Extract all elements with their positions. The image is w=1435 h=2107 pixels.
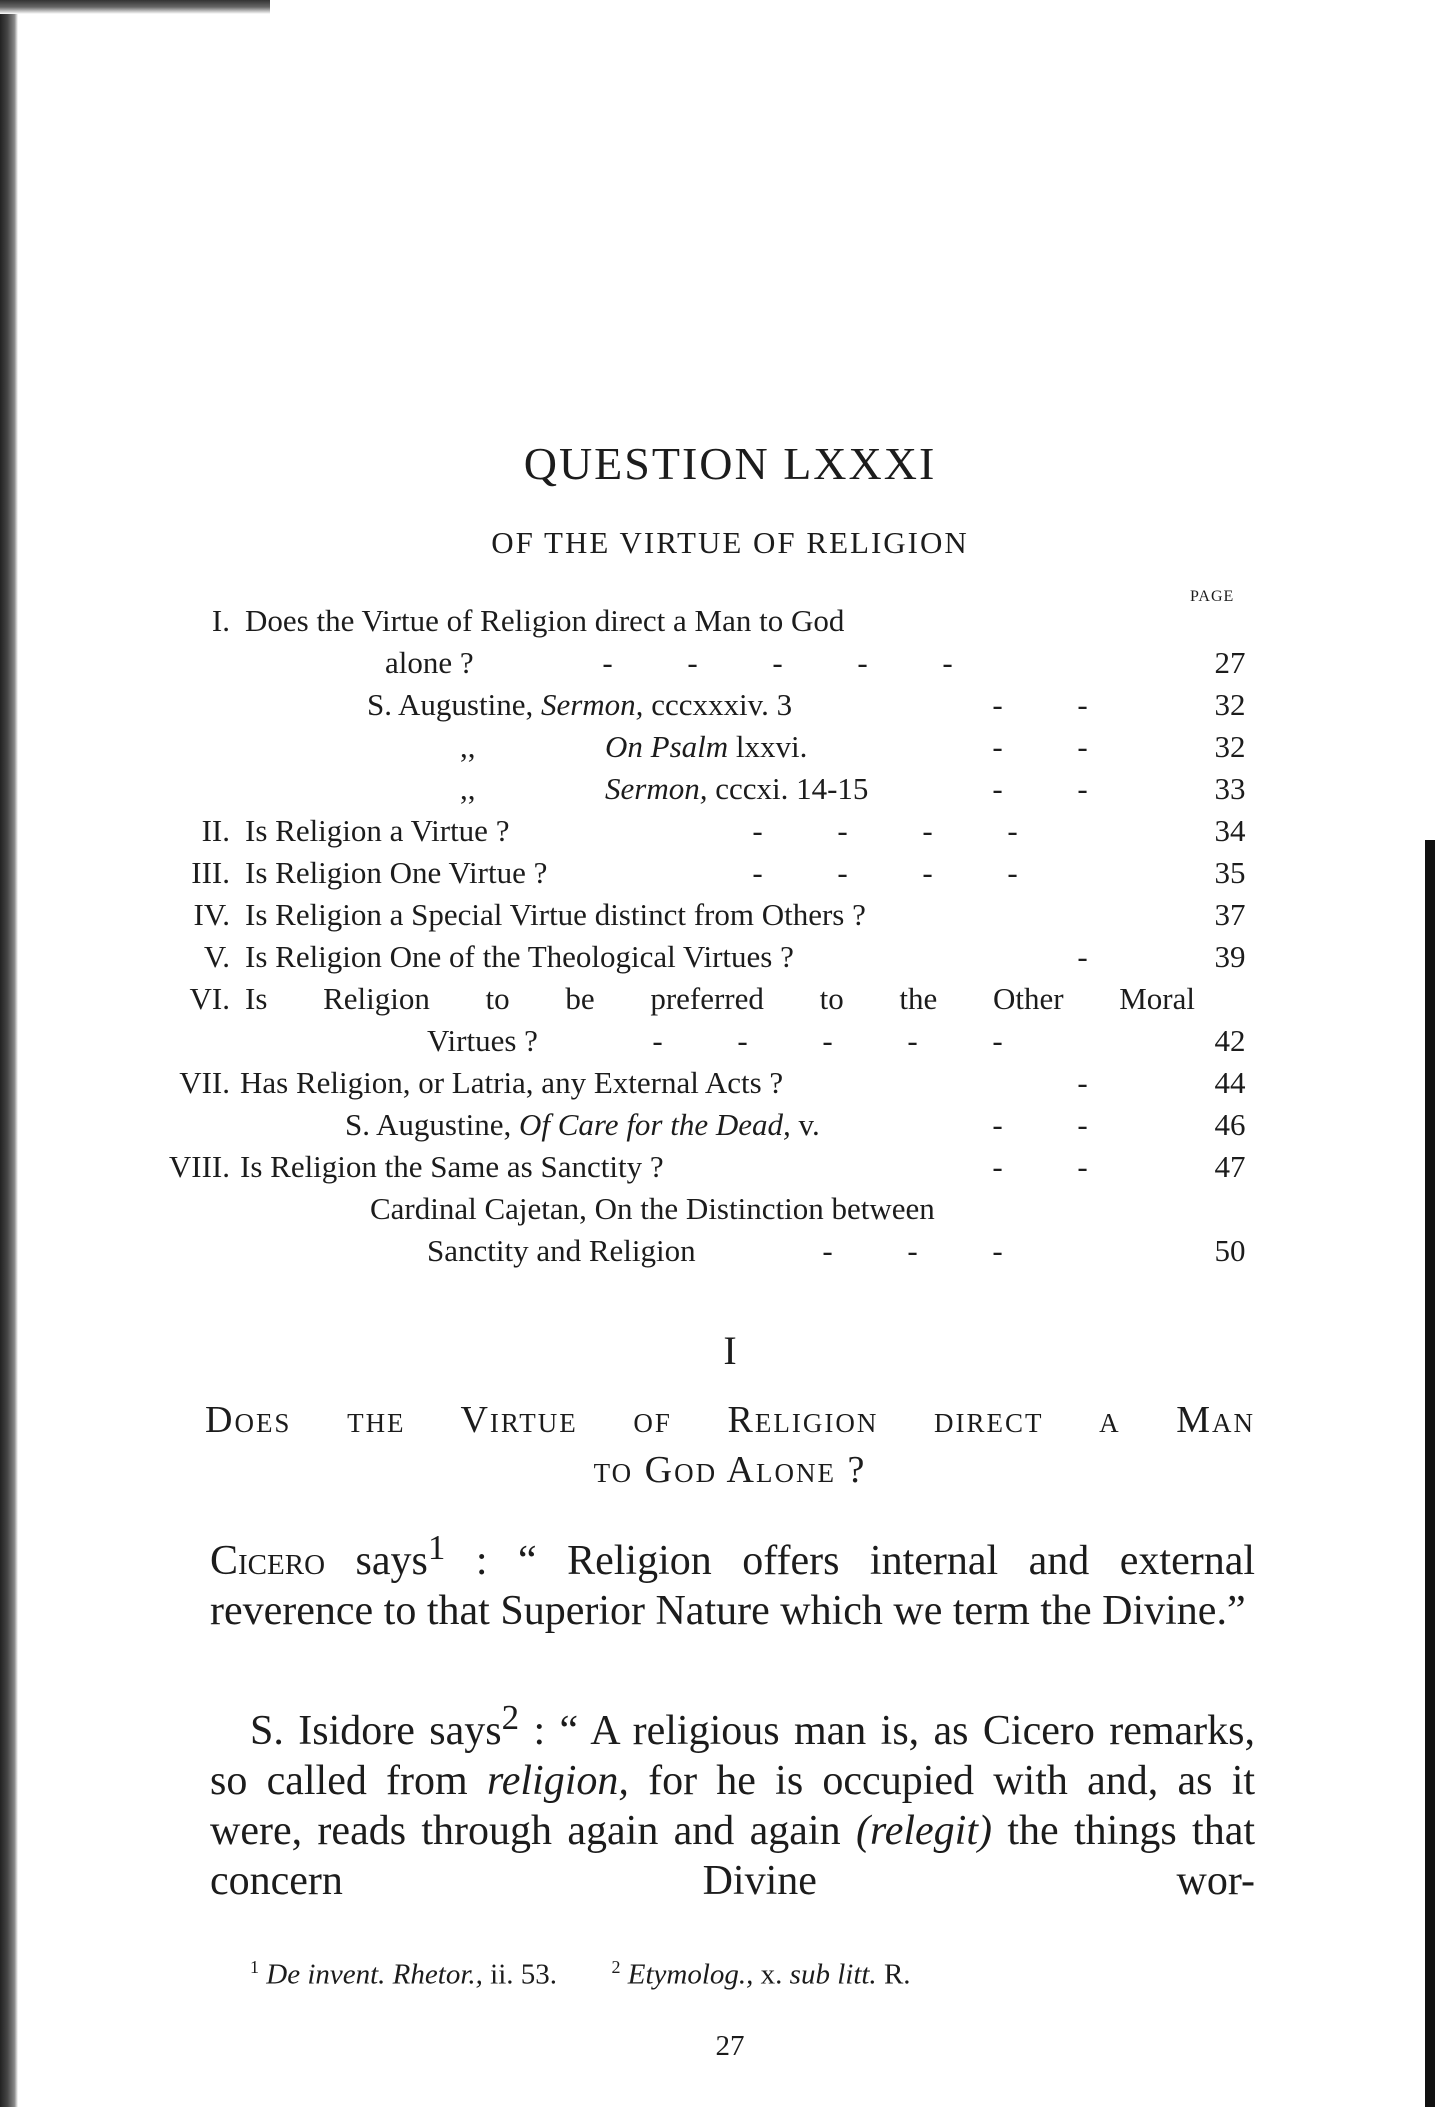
toc-subentry — [195, 726, 1260, 768]
toc-page: 32 — [1214, 687, 1246, 722]
leader-dashes: - - - - - — [652, 1023, 1003, 1058]
toc-ref: v. — [798, 1107, 820, 1142]
toc-page: 27 — [1214, 645, 1246, 680]
toc-text: Sanctity and Religion — [427, 1233, 696, 1268]
section-heading: Does the Virtue of Religion direct a Man — [205, 1399, 1255, 1441]
toc-entry-continued — [195, 1230, 1260, 1272]
leader-dashes: - - - - - — [602, 645, 953, 680]
page-column-label: PAGE — [1190, 588, 1235, 605]
toc-entry — [191, 852, 1260, 894]
toc-page: 47 — [1214, 1149, 1246, 1184]
leader-dashes: - - — [992, 1107, 1088, 1142]
toc-text: Is Religion One of the Theological Virtues ? — [245, 939, 794, 974]
question-title: QUESTION LXXXI — [523, 438, 937, 489]
toc-work: Sermon, — [540, 687, 644, 722]
toc-work: Of Care for the Dead, — [518, 1107, 791, 1142]
footnote-marker: 2 — [501, 1698, 520, 1737]
toc-entry — [168, 1146, 1260, 1188]
toc-page: 44 — [1214, 1065, 1246, 1100]
toc-subentry — [195, 1188, 1260, 1230]
toc-text: Cardinal Cajetan, On the Distinction between — [370, 1191, 935, 1226]
question-subtitle: OF THE VIRTUE OF RELIGION — [491, 525, 969, 560]
leader-dashes: - - - — [822, 1233, 1003, 1268]
leader-dashes: - - - - — [752, 855, 1018, 890]
footnotes: $^1$ De invent. Rhetor., ii. 53. $^2$ Etymolog., x. sub litt. R. — [250, 1957, 911, 1991]
toc-entry — [195, 600, 1260, 642]
toc-number: I. — [211, 603, 230, 638]
footnote-1-title: De invent. Rhetor., — [266, 1958, 483, 1991]
toc-page: 50 — [1214, 1233, 1246, 1268]
author-name: Cicero — [210, 1538, 326, 1584]
toc-text: Is Religion One Virtue ? — [245, 855, 548, 890]
leader-dashes: - — [1077, 939, 1088, 974]
footnote-number: 1 — [250, 1957, 259, 1977]
toc-ref: cccxxxiv. 3 — [651, 687, 793, 722]
toc-text: Has Religion, or Latria, any External Acts ? — [240, 1065, 784, 1100]
toc-entry — [189, 978, 1260, 1020]
toc-page: 39 — [1214, 939, 1246, 974]
toc-entry — [195, 894, 1260, 936]
toc-author: S. Augustine, — [367, 687, 534, 722]
toc-text: Is Religion the Same as Sanctity ? — [240, 1149, 664, 1184]
toc-entry — [195, 810, 1260, 852]
toc-page: 42 — [1214, 1023, 1246, 1058]
toc-work: Sermon, — [605, 771, 708, 806]
toc-text: Is Religion to be preferred to the Other Moral — [245, 981, 1195, 1016]
toc-entry — [179, 1062, 1260, 1104]
toc-ref: lxxvi. — [735, 729, 808, 764]
toc-entry — [195, 936, 1260, 978]
leader-dashes: - - — [992, 687, 1088, 722]
toc-text: Virtues ? — [427, 1023, 538, 1058]
toc-text: Does the Virtue of Religion direct a Man to God — [245, 603, 845, 638]
toc-text: Is Religion a Special Virtue distinct from Others ? — [245, 897, 866, 932]
book-spine-shadow — [0, 0, 18, 2107]
toc-text: alone ? — [385, 645, 474, 680]
toc-work: On Psalm — [605, 729, 729, 764]
toc-text: Is Religion a Virtue ? — [245, 813, 510, 848]
toc-subentry — [195, 684, 1260, 726]
toc-entry-continued — [195, 1020, 1260, 1062]
toc-page: 33 — [1214, 771, 1246, 806]
toc-number: VI. — [189, 981, 230, 1016]
body-paragraph-2: S. Isidore says$^2$ : “ A religious man is, as Cicero remarks, so called from religion, for he is occupied with and, as it were, reads through again and again (relegit) the things that concern Divine wor- — [210, 1698, 1256, 1904]
toc-ditto: ,, — [460, 729, 476, 764]
page-number: 27 — [715, 2030, 745, 2062]
toc-subentry — [195, 768, 1260, 810]
top-edge-shadow — [0, 0, 270, 14]
leader-dashes: - — [1077, 1065, 1088, 1100]
toc-page: 34 — [1214, 813, 1246, 848]
toc-subentry — [195, 1104, 1260, 1146]
toc-number: V. — [203, 939, 230, 974]
toc-page: 37 — [1214, 897, 1246, 932]
toc-page: 32 — [1214, 729, 1246, 764]
footnote-number: 2 — [611, 1957, 621, 1977]
footnote-1-ref: ii. 53. — [490, 1958, 558, 1991]
right-edge-shadow — [1425, 840, 1435, 2107]
leader-dashes: - - — [992, 1149, 1088, 1184]
section-number: I — [723, 1328, 737, 1373]
toc-number: VII. — [179, 1065, 230, 1100]
toc-number: IV. — [193, 897, 230, 932]
leader-dashes: - - - - — [752, 813, 1018, 848]
leader-dashes: - - — [992, 729, 1088, 764]
toc-page: 35 — [1214, 855, 1246, 890]
toc-author: S. Augustine, — [345, 1107, 512, 1142]
toc-ref: cccxi. 14-15 — [715, 771, 869, 806]
toc-number: VIII. — [168, 1149, 230, 1184]
toc-ditto: ,, — [460, 771, 476, 806]
toc-number: II. — [201, 813, 230, 848]
footnote-2-title: Etymolog., — [627, 1958, 754, 1991]
footnote-marker: 1 — [427, 1528, 446, 1567]
toc-page: 46 — [1214, 1107, 1246, 1142]
toc-number: III. — [191, 855, 230, 890]
section-heading-continued: to God Alone ? — [593, 1449, 867, 1491]
leader-dashes: - - — [992, 771, 1088, 806]
body-paragraph-1: Cicero says$^1$ : “ Religion offers internal and external reverence to that Superior Nature which we term the Divine.” — [210, 1528, 1256, 1634]
toc-entry-continued — [195, 642, 1260, 684]
